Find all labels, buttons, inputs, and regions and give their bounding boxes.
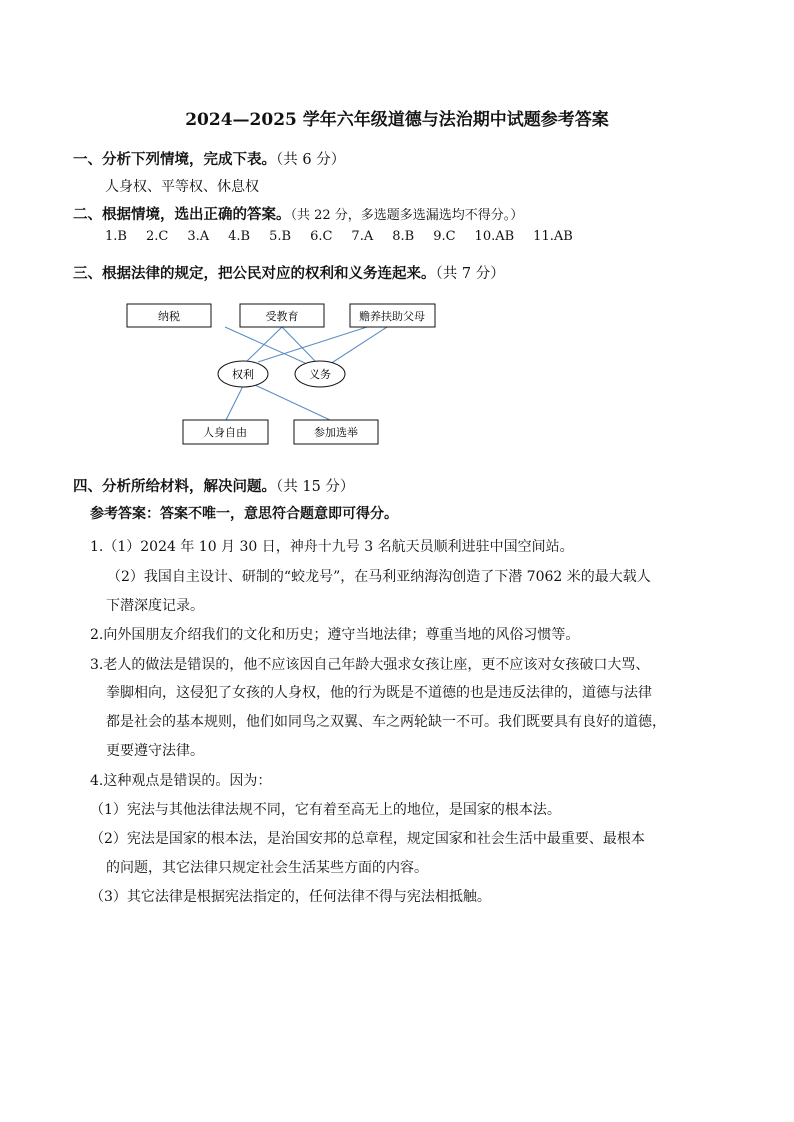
answer-item: 7.A xyxy=(351,229,374,244)
section-4-points: （共 15 分） xyxy=(276,479,355,495)
answer-item: 10.AB xyxy=(474,229,515,244)
box-personal-freedom-label: 人身自由 xyxy=(203,426,247,439)
reference-note: 参考答案：答案不唯一，意思符合题意即可得分。 xyxy=(90,506,398,522)
answer-item: 3.A xyxy=(187,229,210,244)
answer-line: 2.向外国朋友介绍我们的文化和历史；遵守当地法律；尊重当地的风俗习惯等。 xyxy=(90,627,580,643)
answer-item: 8.B xyxy=(392,229,415,244)
section-1-points: （共 6 分） xyxy=(276,152,346,168)
answer-line: （3）其它法律是根据宪法指定的，任何法律不得与宪法相抵触。 xyxy=(90,889,491,905)
answer-item: 4.B xyxy=(228,229,251,244)
line-education-right xyxy=(246,327,282,362)
answer-item: 2.C xyxy=(145,229,169,244)
answer-line: 3.老人的做法是错误的，他不应该因自己年龄大强求女孩让座，更不应该对女孩破口大骂、 xyxy=(90,657,650,673)
answer-item: 11.AB xyxy=(533,229,573,244)
answer-line: 的问题，其它法律只规定社会生活某些方面的内容。 xyxy=(106,860,428,876)
ellipse-duty-label: 义务 xyxy=(309,368,331,381)
section-4-heading-text: 四、分析所给材料，解决问题。 xyxy=(73,478,276,495)
section-2-points: （共 22 分，多选题多选漏选均不得分。） xyxy=(290,208,524,223)
answer-item: 1.B xyxy=(105,229,127,244)
answer-line: 1.（1）2024 年 10 月 30 日，神舟十九号 3 名航天员顺利进驻中国空间站。 xyxy=(90,539,574,555)
line-support-duty xyxy=(330,327,387,364)
box-tax-label: 纳税 xyxy=(158,310,180,323)
answer-item: 6.C xyxy=(310,229,333,244)
line-election-right xyxy=(255,385,330,420)
answer-line: 都是社会的基本规则，他们如同鸟之双翼、车之两轮缺一不可。我们既要具有良好的道德， xyxy=(106,714,666,730)
section-2-heading-text: 二、根据情境，选出正确的答案。 xyxy=(73,206,291,223)
answer-line: （2）宪法是国家的根本法，是治国安邦的总章程，规定国家和社会生活中最重要、最根本 xyxy=(90,831,645,847)
section-4-heading xyxy=(73,475,354,496)
line-support-right xyxy=(258,327,367,362)
section-3-points: （共 7 分） xyxy=(435,266,505,282)
ellipse-right-label: 权利 xyxy=(232,368,254,381)
answer-line: 4.这种观点是错误的。因为： xyxy=(90,773,272,789)
page-title: 2024—2025 学年六年级道德与法治期中试题参考答案 xyxy=(185,110,609,130)
line-freedom-right xyxy=(226,386,243,420)
section-1-heading-text: 一、分析下列情境，完成下表。 xyxy=(73,151,276,168)
section-3-heading-text: 三、根据法律的规定，把公民对应的权利和义务连起来。 xyxy=(73,265,436,282)
answer-item: 5.B xyxy=(269,229,292,244)
answer-line: 拳脚相向，这侵犯了女孩的人身权，他的行为既是不道德的也是违反法律的，道德与法律 xyxy=(106,685,652,701)
answer-line: （1）宪法与其他法律法规不同，它有着至高无上的地位，是国家的根本法。 xyxy=(90,802,561,818)
box-election-label: 参加选举 xyxy=(314,426,358,439)
answer-line: 下潜深度记录。 xyxy=(106,598,204,614)
section-1-answer: 人身权、平等权、休息权 xyxy=(105,179,259,195)
answer-line: （2）我国自主设计、研制的“蛟龙号”，在马利亚纳海沟创造了下潜 7062 米的最大载人 xyxy=(107,569,651,585)
answer-line: 更要遵守法律。 xyxy=(106,743,204,759)
box-education-label: 受教育 xyxy=(265,310,299,323)
line-tax-duty xyxy=(225,327,305,363)
box-support-parents-label: 赡养扶助父母 xyxy=(359,310,425,323)
answer-item: 9.C xyxy=(433,229,456,244)
